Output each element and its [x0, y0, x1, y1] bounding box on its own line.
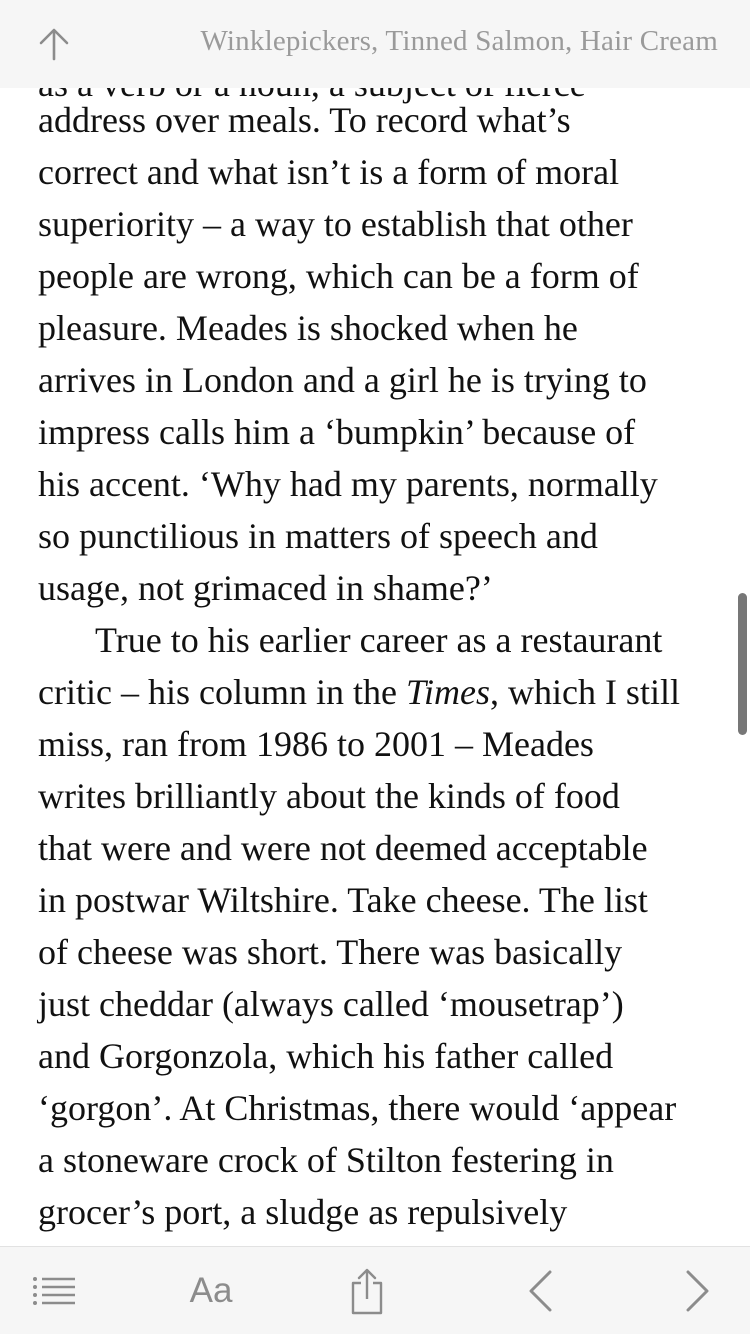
- text-line: and Gorgonzola, which his father called: [38, 1036, 614, 1076]
- top-bar: [0, 0, 750, 88]
- text-line: impress calls him a ‘bumpkin’ because of: [38, 412, 636, 452]
- chevron-right-icon: [682, 1269, 712, 1313]
- chapter-title: Winklepickers, Tinned Salmon, Hair Cream: [200, 25, 718, 57]
- text-line: writes brilliantly about the kinds of food: [38, 776, 620, 816]
- text-line: [38, 666, 680, 718]
- back-button[interactable]: [26, 18, 82, 70]
- text-line: so punctilious in matters of speech and: [38, 516, 598, 556]
- scrollbar-thumb[interactable]: [738, 593, 747, 735]
- font-settings-button[interactable]: Aa: [189, 1271, 233, 1310]
- table-of-contents-button[interactable]: [26, 1263, 82, 1319]
- text-line: ‘gorgon’. At Christmas, there would ‘appear: [38, 1088, 677, 1128]
- paragraph-start-line: True to his earlier career as a restaurant: [95, 620, 663, 660]
- text-line: miss, ran from 1986 to 2001 – Meades: [38, 724, 594, 764]
- text-line: grocer’s port, a sludge as repulsively: [38, 1192, 568, 1232]
- next-page-button[interactable]: [672, 1263, 722, 1319]
- text-line: of cheese was short. There was basically: [38, 932, 623, 972]
- text-line: people are wrong, which can be a form of: [38, 256, 639, 296]
- share-button[interactable]: [342, 1263, 392, 1319]
- italic-title: Times: [405, 672, 490, 712]
- list-icon: [31, 1274, 77, 1308]
- text-line: that were and were not deemed acceptable: [38, 828, 648, 868]
- share-icon: [347, 1267, 387, 1315]
- chevron-left-icon: [526, 1269, 556, 1313]
- text-line: pleasure. Meades is shocked when he: [38, 308, 578, 348]
- text-line: superiority – a way to establish that other: [38, 204, 633, 244]
- up-arrow-icon: [38, 27, 70, 61]
- text-line: his accent. ‘Why had my parents, normally: [38, 464, 658, 504]
- text-line: a stoneware crock of Stilton festering in: [38, 1140, 614, 1180]
- text-line: usage, not grimaced in shame?’: [38, 568, 493, 608]
- text-fragment: , which I still: [489, 672, 680, 712]
- previous-page-button[interactable]: [516, 1263, 566, 1319]
- reading-content[interactable]: [0, 88, 750, 1246]
- text-line: just cheddar (always called ‘mousetrap’): [38, 984, 624, 1024]
- text-line: correct and what isn’t is a form of moral: [38, 152, 620, 192]
- bottom-toolbar: [0, 1246, 750, 1334]
- text-line: arrives in London and a girl he is trying to: [38, 360, 647, 400]
- text-line: in postwar Wiltshire. Take cheese. The list: [38, 880, 648, 920]
- text-line: address over meals. To record what’s: [38, 100, 571, 140]
- text-fragment: critic – his column in the: [38, 672, 406, 712]
